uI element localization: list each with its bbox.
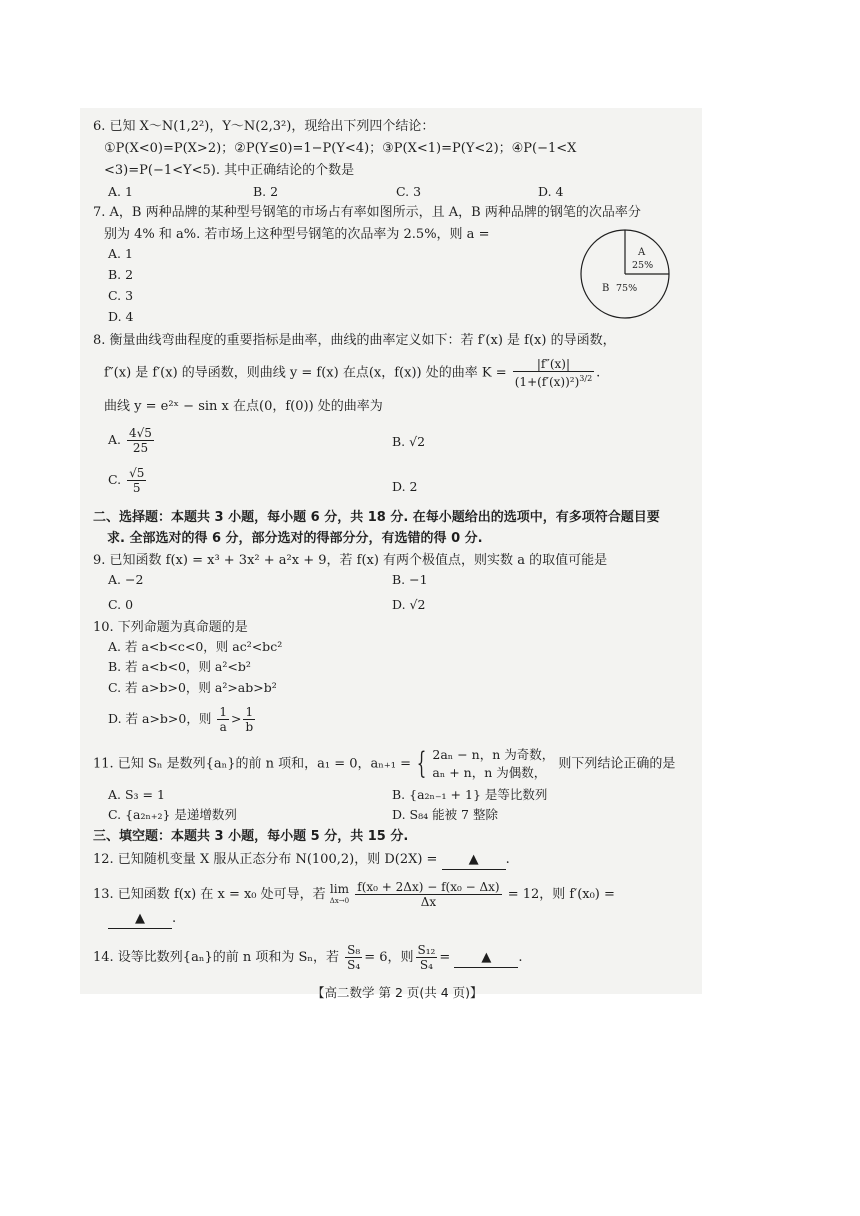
q9-option-d: D. √2 xyxy=(392,597,426,612)
q8-stem-line2 xyxy=(104,357,600,389)
pie-label-b: B xyxy=(602,283,610,294)
q14-text-mid: = 6，则 xyxy=(364,950,414,965)
q8-option-a-fraction xyxy=(127,426,154,455)
section2-heading-line1: 二、选择题：本题共 3 小题，每小题 6 分，共 18 分. 在每小题给出的选项中，有多项符合题目要 xyxy=(93,510,660,525)
q14-frac2 xyxy=(416,943,438,972)
q12-stem xyxy=(93,851,510,870)
q11-brace: { xyxy=(416,746,427,781)
q8-stem-line1: 8. 衡量曲线弯曲程度的重要指标是曲率，曲线的曲率定义如下：若 f′(x) 是 f(x) 的导函数， xyxy=(93,333,616,348)
q10-frac1-denominator: a xyxy=(219,720,227,734)
q10-stem: 10. 下列命题为真命题的是 xyxy=(93,620,248,635)
q8-option-c-numerator: √5 xyxy=(129,466,145,480)
pie-label-a: A xyxy=(638,247,646,258)
q8-option-a xyxy=(108,426,156,455)
q6-stem-line3: <3)=P(−1<Y<5). 其中正确结论的个数是 xyxy=(104,163,355,178)
q14-frac2-denominator: S₄ xyxy=(419,958,433,972)
q13-lim-subscript: Δx→0 xyxy=(329,896,350,905)
q10-frac2-numerator: 1 xyxy=(243,705,255,720)
q13-triangle-mark: ▲ xyxy=(135,911,145,926)
q7-stem-line1: 7. A，B 两种品牌的某种型号钢笔的市场占有率如图所示，且 A，B 两种品牌的钢笔的次品率分 xyxy=(93,205,641,220)
q8-option-a-denominator: 25 xyxy=(132,441,149,455)
page-footer: 【高二数学 第 2 页(共 4 页)】 xyxy=(312,985,483,1000)
market-share-pie-chart xyxy=(574,228,676,320)
q7-option-c: C. 3 xyxy=(108,288,134,303)
q14-frac1-denominator: S₄ xyxy=(347,958,361,972)
q13-answer-blank[interactable] xyxy=(108,910,172,929)
q10-option-d-gt: > xyxy=(230,711,242,726)
curvature-denominator xyxy=(513,372,594,389)
q11-piecewise xyxy=(432,746,554,782)
q8-stem-line2-text: f″(x) 是 f′(x) 的导函数，则曲线 y = f(x) 在点(x，f(x)) 处的曲率 K = xyxy=(104,365,507,381)
q6-option-b: B. 2 xyxy=(253,184,279,199)
q13-denominator: Δx xyxy=(420,895,437,909)
q13-answer-line xyxy=(108,910,176,929)
q14-text: 14. 设等比数列{aₙ}的前 n 项和为 Sₙ，若 xyxy=(93,950,340,965)
q7-stem-line2: 别为 4% 和 a%. 若市场上这种型号钢笔的次品率为 2.5%，则 a = xyxy=(104,227,490,242)
q11-stem xyxy=(93,746,675,782)
q9-option-b: B. −1 xyxy=(392,572,428,587)
q12-triangle-mark: ▲ xyxy=(468,852,479,867)
q6-option-a: A. 1 xyxy=(108,184,133,199)
q8-option-d: D. 2 xyxy=(392,479,418,494)
curvature-exponent: 3/2 xyxy=(579,374,593,383)
q11-case-odd: 2aₙ − n，n 为奇数， xyxy=(432,747,555,762)
curvature-denominator-base: (1+(f′(x))²) xyxy=(514,375,580,389)
q11-case-even: aₙ + n，n 为偶数， xyxy=(432,765,547,780)
q13-lim-word: lim xyxy=(329,881,349,896)
q11-stem-pre: 11. 已知 Sₙ 是数列{aₙ}的前 n 项和，a₁ = 0，aₙ₊₁ = xyxy=(93,756,412,772)
q14-equals: = xyxy=(439,950,451,965)
q11-option-c: C. {a₂ₙ₊₂} 是递增数列 xyxy=(108,807,237,822)
pie-pct-a: 25% xyxy=(632,260,654,271)
q12-text: 12. 已知随机变量 X 服从正态分布 N(100,2)，则 D(2X) = xyxy=(93,852,438,867)
q11-stem-post: 则下列结论正确的是 xyxy=(558,756,676,772)
q14-stem xyxy=(93,943,523,972)
q14-end: . xyxy=(518,950,523,965)
q8-option-a-label: A. xyxy=(108,432,122,447)
q14-frac1 xyxy=(345,943,362,972)
q9-option-c: C. 0 xyxy=(108,597,134,612)
q10-option-d-frac1 xyxy=(217,705,229,734)
q11-option-a: A. S₃ = 1 xyxy=(108,787,165,802)
q6-stem-line1: 6. 已知 X～N(1,2²)，Y～N(2,3²)，现给出下列四个结论： xyxy=(93,119,435,134)
q13-numerator: f(x₀ + 2Δx) − f(x₀ − Δx) xyxy=(357,880,500,894)
q7-option-a: A. 1 xyxy=(108,246,133,261)
q10-option-a: A. 若 a<b<c<0，则 ac²<bc² xyxy=(108,639,283,654)
q6-option-d: D. 4 xyxy=(538,184,564,199)
q13-text: 13. 已知函数 f(x) 在 x = x₀ 处可导，若 xyxy=(93,887,326,902)
q12-answer-blank[interactable] xyxy=(442,851,506,870)
q9-stem: 9. 已知函数 f(x) = x³ + 3x² + a²x + 9，若 f(x) 有两个极值点，则实数 a 的取值可能是 xyxy=(93,553,608,568)
q10-frac1-numerator: 1 xyxy=(219,705,227,719)
q13-fraction xyxy=(355,880,501,909)
q8-stem-line3: 曲线 y = e²ˣ − sin x 在点(0，f(0)) 处的曲率为 xyxy=(104,399,383,414)
q10-option-c: C. 若 a>b>0，则 a²>ab>b² xyxy=(108,680,277,695)
section3-heading: 三、填空题：本题共 3 小题，每小题 5 分，共 15 分. xyxy=(93,829,409,844)
q12-end: . xyxy=(505,852,510,867)
q8-stem-line2-end: . xyxy=(596,365,601,381)
q11-option-d: D. S₈₄ 能被 7 整除 xyxy=(392,807,498,822)
q14-frac2-numerator: S₁₂ xyxy=(417,943,436,957)
q10-option-d-frac2 xyxy=(243,705,255,734)
q13-end: . xyxy=(172,911,177,926)
q6-stem-line2: ①P(X<0)=P(X>2)；②P(Y≤0)=1−P(Y<4)；③P(X<1)=P(Y<2)；④P(−1<X xyxy=(104,141,577,156)
q9-option-a: A. −2 xyxy=(108,572,144,587)
q14-triangle-mark: ▲ xyxy=(481,950,492,965)
q8-option-a-numerator: 4√5 xyxy=(129,426,152,440)
q7-option-d: D. 4 xyxy=(108,309,134,324)
q6-option-c: C. 3 xyxy=(396,184,422,199)
q10-option-d xyxy=(108,705,257,734)
curvature-formula xyxy=(513,357,594,389)
q10-option-b: B. 若 a<b<0，则 a²<b² xyxy=(108,659,251,674)
q8-option-c xyxy=(108,466,148,495)
q13-stem xyxy=(93,880,615,909)
q13-limit xyxy=(330,883,349,907)
pie-pct-b: 75% xyxy=(616,283,638,294)
q14-answer-blank[interactable] xyxy=(454,949,518,968)
q14-frac1-numerator: S₈ xyxy=(347,943,361,957)
q7-option-b: B. 2 xyxy=(108,267,134,282)
curvature-numerator: |f″(x)| xyxy=(513,357,594,372)
q8-option-c-label: C. xyxy=(108,472,122,487)
q8-option-b: B. √2 xyxy=(392,434,426,449)
q11-option-b: B. {a₂ₙ₋₁ + 1} 是等比数列 xyxy=(392,787,548,802)
section2-heading-line2: 求. 全部选对的得 6 分，部分选对的得部分分，有选错的得 0 分. xyxy=(107,531,483,546)
q8-option-c-denominator: 5 xyxy=(132,481,141,495)
q10-frac2-denominator: b xyxy=(245,720,254,734)
q10-option-d-text: D. 若 a>b>0，则 xyxy=(108,711,212,726)
q13-text-post: = 12，则 f′(x₀) = xyxy=(507,887,615,902)
q8-option-c-fraction xyxy=(127,466,146,495)
